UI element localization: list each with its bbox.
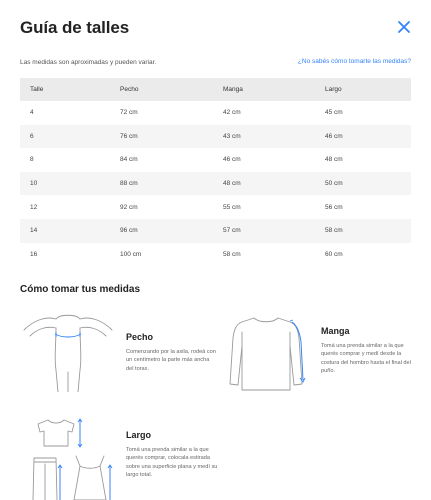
largo-instructions	[126, 430, 218, 480]
cell-manga: 58 cm	[223, 250, 241, 258]
cell-pecho: 88 cm	[110, 172, 213, 196]
manga-instructions	[321, 326, 413, 376]
cell-talle: 16	[30, 250, 38, 258]
cell-pecho: 72 cm	[120, 109, 138, 117]
pecho-title: Pecho	[126, 332, 154, 342]
table-row	[20, 243, 411, 267]
largo-title: Largo	[126, 430, 152, 440]
cell-pecho: 92 cm	[120, 203, 138, 211]
size-table	[20, 78, 411, 266]
cell-talle: 14	[20, 219, 110, 243]
cell-largo: 45 cm	[325, 109, 343, 117]
cell-talle: 10	[20, 172, 110, 196]
cell-largo: 56 cm	[325, 203, 343, 211]
column-header-largo: Largo	[315, 78, 411, 101]
cell-manga: 42 cm	[223, 109, 241, 117]
column-header-pecho: Pecho	[110, 78, 213, 101]
cell-manga: 57 cm	[213, 219, 315, 243]
pecho-description: Comenzando por la axila, rodeá con un centímetro la parte más ancha del torax.	[126, 349, 216, 372]
modal-header	[20, 18, 417, 44]
chest-measure-illustration	[20, 306, 116, 392]
how-to-measure-title: Cómo tomar tus medidas	[20, 284, 141, 295]
close-icon[interactable]	[397, 20, 411, 34]
approx-note: Las medidas son aproximadas y pueden variar.	[20, 59, 157, 66]
cell-manga: 43 cm	[213, 125, 315, 149]
table-row	[20, 219, 411, 243]
cell-talle: 6	[20, 125, 110, 149]
cell-manga: 46 cm	[223, 156, 241, 164]
manga-title: Manga	[321, 326, 350, 336]
pecho-instructions	[126, 332, 218, 373]
cell-pecho: 100 cm	[120, 250, 142, 258]
table-row	[20, 101, 411, 125]
cell-pecho: 76 cm	[110, 125, 213, 149]
subheader	[20, 58, 411, 70]
table-row	[20, 172, 411, 196]
cell-talle: 8	[30, 156, 34, 164]
how-to-measure-link[interactable]: ¿No sabés cómo tomarte las medidas?	[297, 58, 411, 65]
cell-talle: 12	[30, 203, 38, 211]
column-header-talle: Talle	[20, 78, 110, 101]
column-header-manga: Manga	[213, 78, 315, 101]
modal-title: Guía de talles	[20, 18, 130, 37]
table-row	[20, 195, 411, 219]
cell-largo: 46 cm	[315, 125, 411, 149]
sleeve-measure-illustration	[226, 312, 306, 392]
cell-pecho: 84 cm	[120, 156, 138, 164]
cell-talle: 4	[30, 109, 34, 117]
cell-largo: 50 cm	[315, 172, 411, 196]
table-row	[20, 148, 411, 172]
table-header-row	[20, 78, 411, 101]
length-measure-illustration	[26, 414, 118, 500]
cell-largo: 58 cm	[315, 219, 411, 243]
cell-largo: 60 cm	[325, 250, 343, 258]
manga-description: Tomá una prenda similar a la que querés comprar y medí desde la costura del hombro hasta el final del puño.	[321, 343, 411, 375]
table-row	[20, 125, 411, 149]
largo-description: Tomá una prenda similar a la que querés comprar, colocala estirada sobre una superficie plana y medí su largo total.	[126, 447, 218, 479]
cell-manga: 48 cm	[213, 172, 315, 196]
cell-manga: 55 cm	[223, 203, 241, 211]
cell-pecho: 96 cm	[110, 219, 213, 243]
cell-largo: 48 cm	[325, 156, 343, 164]
